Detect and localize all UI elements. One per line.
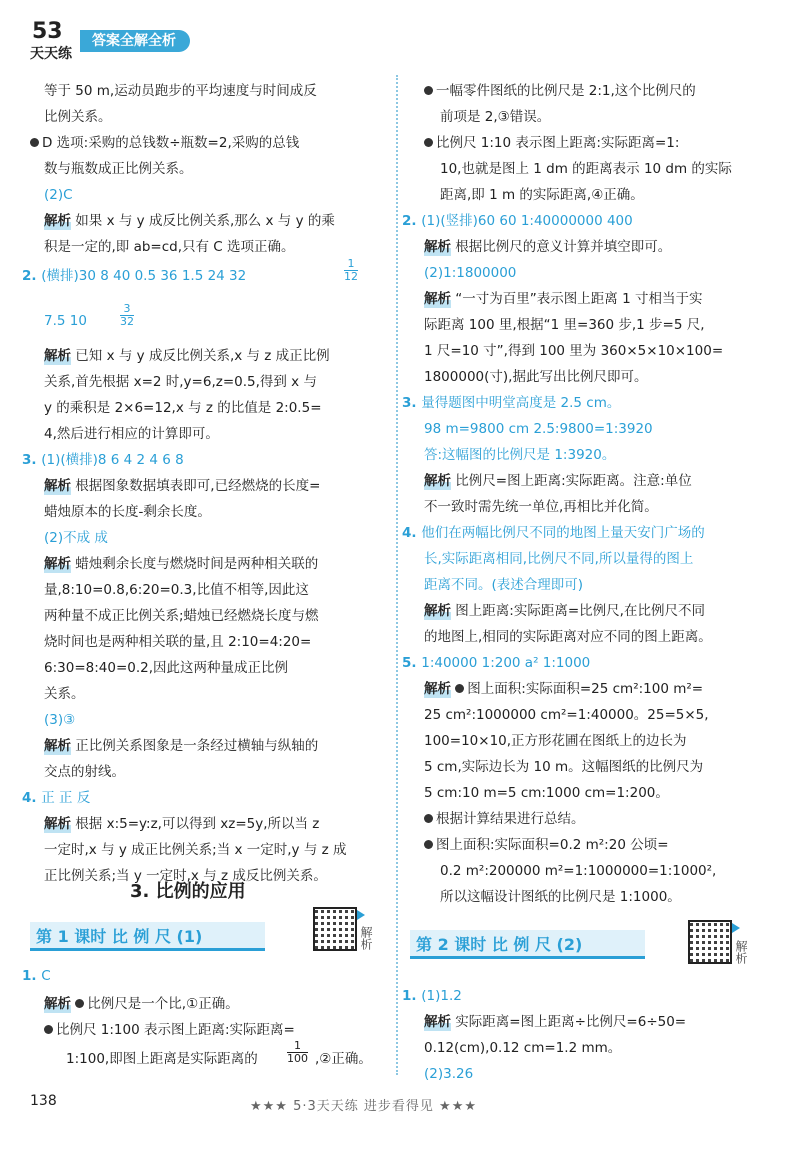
question-number: 4. [402, 525, 422, 541]
line-text: 正比例关系;当 y 一定时,x 与 z 成反比例关系。 [44, 868, 327, 884]
line-text: 根据 x:5=y:z,可以得到 xz=5y,所以当 z [75, 816, 320, 832]
text-line [424, 706, 709, 724]
line-text: (1)(竖排)60 60 1:40000000 400 [421, 213, 633, 229]
text-line [44, 212, 335, 230]
line-text: 一定时,x 与 y 成正比例关系;当 x 一定时,y 与 z 成 [44, 842, 347, 858]
line-text: 25 cm²:1000000 cm²=1:40000。25=5×5, [424, 707, 709, 723]
text-line [424, 628, 712, 646]
qr-label-1: 解析 [359, 926, 373, 950]
line-text: 如果 x 与 y 成反比例关系,那么 x 与 y 的乘 [75, 213, 335, 229]
line-text: C [41, 968, 51, 984]
text-line [440, 160, 732, 178]
line-text: 比例尺 1:10 表示图上距离:实际距离=1: [436, 135, 680, 151]
line-text: 4,然后进行相应的计算即可。 [44, 426, 219, 442]
line-text: (1)(横排)8 6 4 2 4 6 8 [41, 452, 184, 468]
line-text: 0.2 m²:200000 m²=1:1000000=1:1000², [440, 863, 717, 879]
line-text: 烧时间也是两种相关联的量,且 2:10=4:20= [44, 634, 312, 650]
text-line [424, 836, 669, 854]
section-title: 3. 比例的应用 [130, 881, 246, 902]
qr-code-1[interactable] [313, 907, 357, 951]
text-line [44, 711, 75, 729]
question-number: 3. [402, 395, 422, 411]
line-text: 距离,即 1 m 的实际距离,④正确。 [440, 187, 644, 203]
svg-text:天天练: 天天练 [30, 46, 72, 62]
analysis-label: 解析 [44, 816, 71, 832]
text-line [424, 368, 647, 386]
text-line [424, 1039, 621, 1057]
text-line [440, 862, 716, 880]
qr-label-2: 解析 [734, 940, 748, 964]
bullet-icon [424, 86, 433, 95]
line-text: 1:40000 1:200 a² 1:1000 [421, 655, 591, 671]
text-line [44, 659, 288, 677]
line-text: (2)3.26 [424, 1066, 474, 1082]
text-line [424, 550, 693, 568]
text-line [22, 451, 184, 469]
text-line [424, 290, 702, 308]
line-text: 100=10×10,正方形花圃在图纸上的边长为 [424, 733, 687, 749]
text-line [44, 685, 85, 703]
text-line [402, 394, 621, 412]
text-line [402, 524, 705, 542]
line-text: 5 cm:10 m=5 cm:1000 cm=1:200。 [424, 785, 669, 801]
footer-slogan: ★★★ 5·3天天练 进步看得见 ★★★ [250, 1099, 477, 1114]
analysis-label: 解析 [424, 603, 451, 619]
text-line [44, 995, 239, 1013]
text-line [22, 967, 51, 985]
text-line [424, 134, 679, 152]
line-text: 根据计算结果进行总结。 [436, 811, 585, 827]
bullet-icon [424, 138, 433, 147]
play-icon [732, 923, 740, 933]
bullet-icon [424, 840, 433, 849]
text-line [424, 732, 687, 750]
fraction-3-32: $\frac{3}{32}$ [120, 302, 134, 328]
line-text: 图上距离:实际距离=比例尺,在比例尺不同 [455, 603, 705, 619]
line-text: 际距离 100 里,根据“1 里=360 步,1 步=5 尺, [424, 317, 705, 333]
text-line [44, 82, 317, 100]
line-text: (2)1:1800000 [424, 265, 517, 281]
text-line [44, 737, 318, 755]
text-line [424, 316, 705, 334]
bullet-icon [424, 814, 433, 823]
lesson-1-banner [30, 922, 265, 951]
header-tag: 答案全解全析 [80, 30, 190, 52]
text-line [424, 82, 696, 100]
analysis-label: 解析 [424, 1014, 451, 1030]
lesson-2-banner [410, 930, 645, 959]
text-line [44, 186, 73, 204]
line-text: 量,8:10=0.8,6:20=0.3,比值不相等,因此这 [44, 582, 309, 598]
play-icon [357, 910, 365, 920]
line-text: 1800000(寸),据此写出比例尺即可。 [424, 369, 648, 385]
question-number: 3. [22, 452, 42, 468]
fraction-suffix: ,②正确。 [315, 1051, 372, 1067]
line-text: 的地图上,相同的实际距离对应不同的图上距离。 [424, 629, 712, 645]
line-text: 前项是 2,③错误。 [440, 109, 551, 125]
line-text: 正 正 反 [41, 790, 91, 806]
line-text: 7.5 10 [44, 313, 87, 329]
line-text: 距离不同。(表述合理即可) [424, 577, 584, 593]
analysis-label: 解析 [44, 213, 71, 229]
column-divider [396, 75, 398, 1075]
fraction-1-100: $\frac{1}{100}$ [287, 1039, 308, 1065]
line-text: (1)1.2 [421, 988, 462, 1004]
line-text: 交点的射线。 [44, 764, 125, 780]
line-text: 数与瓶数成正比例关系。 [44, 161, 193, 177]
question-number: 1. [402, 988, 422, 1004]
line-text: (2)C [44, 187, 73, 203]
text-line [44, 581, 309, 599]
analysis-label: 解析 [44, 556, 71, 572]
line-text: 蜡烛原本的长度-剩余长度。 [44, 504, 211, 520]
bullet-icon [75, 999, 84, 1008]
line-text: 根据比例尺的意义计算并填空即可。 [455, 239, 672, 255]
text-line [424, 342, 723, 360]
analysis-label: 解析 [424, 239, 451, 255]
line-text: 所以这幅设计图纸的比例尺是 1:1000。 [440, 889, 681, 905]
line-text: 根据图象数据填表即可,已经燃烧的长度= [75, 478, 321, 494]
line-text: 比例尺 1:100 表示图上距离:实际距离= [56, 1022, 295, 1038]
line-text: 一幅零件图纸的比例尺是 2:1,这个比例尺的 [436, 83, 696, 99]
text-line [402, 212, 633, 230]
text-line [44, 108, 112, 126]
text-line [44, 607, 319, 625]
text-line [44, 555, 318, 573]
text-line [30, 134, 299, 152]
line-text: 比例尺=图上距离:实际距离。注意:单位 [455, 473, 692, 489]
text-line [44, 477, 320, 495]
line-text: 积是一定的,即 ab=cd,只有 C 选项正确。 [44, 239, 295, 255]
text-line [44, 399, 322, 417]
text-line [424, 784, 669, 802]
text-line [44, 763, 125, 781]
text-line [44, 425, 219, 443]
question-number: 5. [402, 655, 422, 671]
line-text: 长,实际距离相同,比例尺不同,所以量得的图上 [424, 551, 694, 567]
lesson-2-title: 第 2 课时 比 例 尺 (2) [416, 935, 583, 954]
text-line [44, 1021, 295, 1039]
text-line [44, 503, 211, 521]
line-text: “一寸为百里”表示图上距离 1 寸相当于实 [455, 291, 703, 307]
text-line [424, 498, 658, 516]
question-number: 2. [22, 268, 42, 284]
line-text: 比例关系。 [44, 109, 112, 125]
text-line [424, 602, 705, 620]
analysis-label: 解析 [44, 738, 71, 754]
line-text: 6:30=8:40=0.2,因此这两种量成正比例 [44, 660, 289, 676]
analysis-label: 解析 [44, 348, 71, 364]
line-text: (2)不成 成 [44, 530, 108, 546]
analysis-label: 解析 [424, 291, 451, 307]
line-text: 等于 50 m,运动员跑步的平均速度与时间成反 [44, 83, 317, 99]
text-line [44, 373, 317, 391]
text-line [424, 810, 585, 828]
line-text: 实际距离=图上距离÷比例尺=6÷50= [455, 1014, 687, 1030]
text-line [424, 576, 583, 594]
line-text: 0.12(cm),0.12 cm=1.2 mm。 [424, 1040, 622, 1056]
line-text: 已知 x 与 y 成反比例关系,x 与 z 成正比例 [75, 348, 330, 364]
text-line [22, 267, 247, 285]
question-number: 1. [22, 968, 42, 984]
line-text: 两种量不成正比例关系;蜡烛已经燃烧长度与燃 [44, 608, 319, 624]
line-text: 1:100,即图上距离是实际距离的 [66, 1051, 258, 1067]
text-line [44, 347, 330, 365]
text-line [44, 529, 108, 547]
line-text: 正比例关系图象是一条经过横轴与纵轴的 [75, 738, 319, 754]
analysis-label: 解析 [424, 473, 451, 489]
fraction-1-12: $\frac{1}{12}$ [344, 257, 358, 283]
svg-text:53: 53 [32, 19, 63, 44]
analysis-label: 解析 [424, 681, 451, 697]
analysis-label: 解析 [44, 996, 71, 1012]
analysis-label: 解析 [44, 478, 71, 494]
line-text: 图上面积:实际面积=25 cm²:100 m²= [467, 681, 704, 697]
line-text: 他们在两幅比例尺不同的地图上量天安门广场的 [421, 525, 705, 541]
line-text: 不一致时需先统一单位,再相比并化简。 [424, 499, 658, 515]
line-text: y 的乘积是 2×6=12,x 与 z 的比值是 2:0.5= [44, 400, 322, 416]
text-line [424, 238, 671, 256]
question-number: 4. [22, 790, 42, 806]
text-line [424, 758, 703, 776]
line-text: 5 cm,实际边长为 10 m。这幅图纸的比例尺为 [424, 759, 704, 775]
line-text: (3)③ [44, 712, 76, 728]
text-line [44, 160, 193, 178]
line-text: 量得题图中明堂高度是 2.5 cm。 [421, 395, 621, 411]
line-text: D 选项:采购的总钱数÷瓶数=2,采购的总钱 [42, 135, 300, 151]
text-line [44, 841, 347, 859]
text-line [66, 1050, 258, 1068]
lesson-1-title: 第 1 课时 比 例 尺 (1) [36, 927, 203, 946]
line-text: 98 m=9800 cm 2.5:9800=1:3920 [424, 421, 653, 437]
text-line [44, 238, 295, 256]
line-text: 比例尺是一个比,①正确。 [87, 996, 239, 1012]
text-line [424, 446, 615, 464]
qr-code-2[interactable] [688, 920, 732, 964]
text-line [440, 108, 550, 126]
text-line [424, 420, 653, 438]
text-line [440, 888, 681, 906]
text-line [440, 186, 644, 204]
text-line [424, 1065, 473, 1083]
line-text: 关系,首先根据 x=2 时,y=6,z=0.5,得到 x 与 [44, 374, 317, 390]
text-line [402, 654, 591, 672]
text-line [424, 680, 703, 698]
text-line [424, 1013, 686, 1031]
line-text: 蜡烛剩余长度与燃烧时间是两种相关联的 [75, 556, 319, 572]
logo [28, 14, 80, 64]
line-text: 关系。 [44, 686, 85, 702]
text-line [402, 987, 462, 1005]
text-line [44, 815, 319, 833]
text-line [44, 312, 87, 330]
bullet-icon [44, 1025, 53, 1034]
question-number: 2. [402, 213, 422, 229]
text-line [22, 789, 91, 807]
text-line [44, 633, 311, 651]
line-text: 10,也就是图上 1 dm 的距离表示 10 dm 的实际 [440, 161, 732, 177]
line-text: 图上面积:实际面积=0.2 m²:20 公顷= [436, 837, 669, 853]
bullet-icon [30, 138, 39, 147]
line-text: 1 尺=10 寸”,得到 100 里为 360×5×10×100= [424, 343, 724, 359]
text-line [424, 472, 692, 490]
bullet-icon [455, 684, 464, 693]
text-line [424, 264, 516, 282]
line-text: (横排)30 8 40 0.5 36 1.5 24 32 [41, 268, 247, 284]
page-number: 138 [30, 1093, 57, 1109]
line-text: 答:这幅图的比例尺是 1:3920。 [424, 447, 616, 463]
